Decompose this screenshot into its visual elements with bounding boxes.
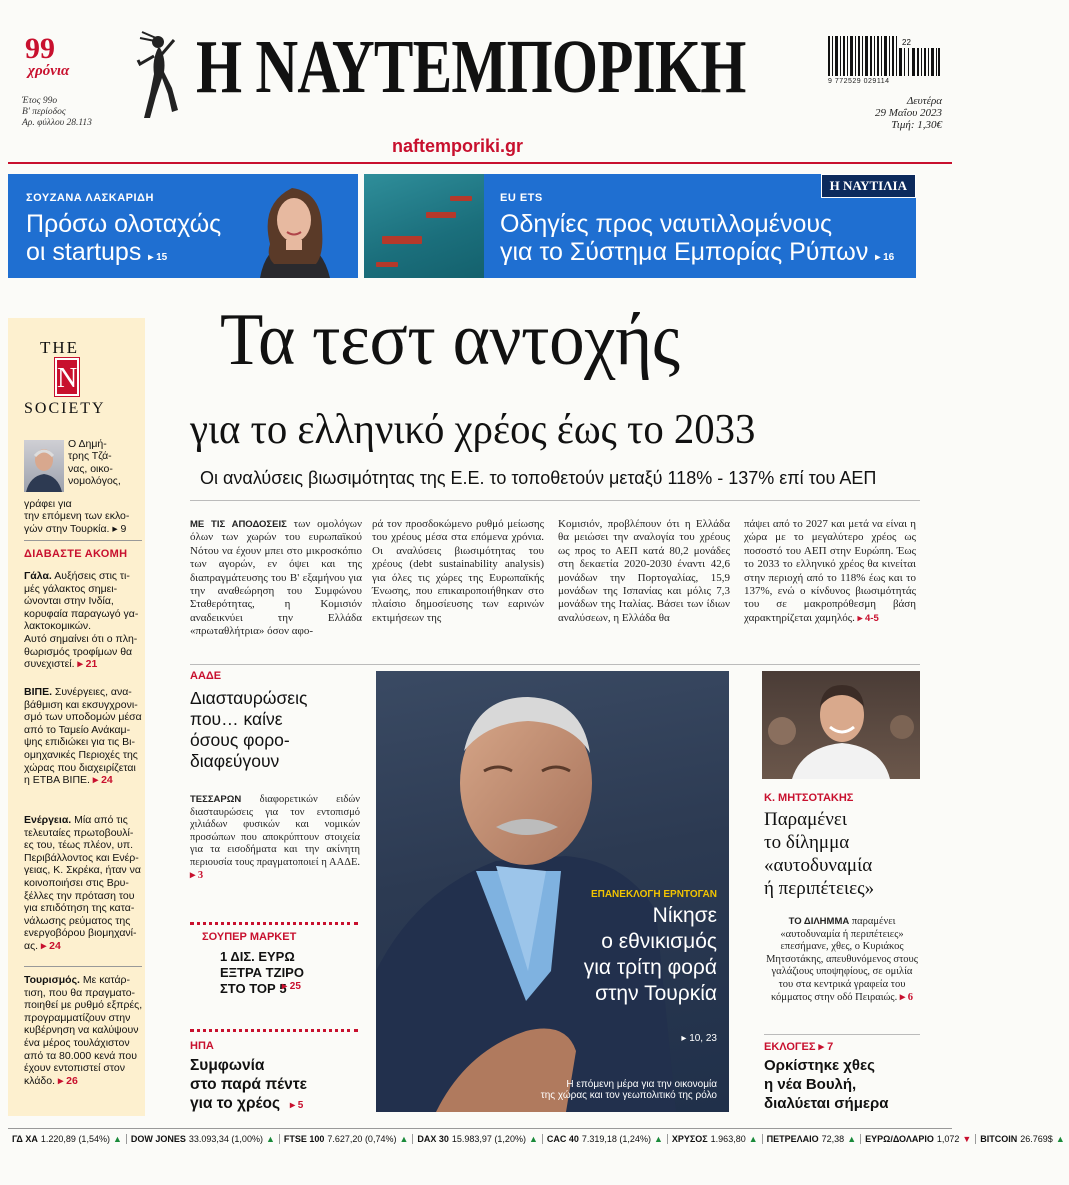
ship bbox=[450, 196, 472, 201]
masthead-title: Η ΝΑΥΤΕΜΠΟΡΙΚΗ bbox=[196, 25, 746, 109]
ticker-item bbox=[763, 1134, 861, 1144]
society-logo-society: SOCIETY bbox=[24, 400, 106, 417]
arrow-up-icon: ▲ bbox=[112, 1134, 122, 1144]
aade-kicker: ΑΑΔΕ bbox=[190, 670, 222, 682]
sidebar-item-milk[interactable]: Γάλα. Αυξήσεις στις τι- μές γάλακτος σημει- ώνονται στην Ινδία, κορυφαία παραγωγό γα- λακτοκομικών. Αυτό σημαίνει ότι ο πλη- θωρισμός τροφίμων θα συνεχιστεί. ▸ 21 bbox=[24, 570, 139, 671]
ticker-value: 15.983,97 (1,20%) bbox=[451, 1134, 526, 1144]
barcode-icon bbox=[828, 36, 940, 76]
usa-page-ref: ▸ 5 bbox=[290, 1100, 304, 1111]
arrow-up-icon: ▲ bbox=[653, 1134, 663, 1144]
lead-headline: Τα τεστ αντοχής bbox=[220, 299, 680, 381]
banner-title-line1: Πρόσω ολοταχώς bbox=[26, 210, 222, 238]
ticker-value: 1.963,80 bbox=[710, 1134, 746, 1144]
supermarket-kicker: ΣΟΥΠΕΡ ΜΑΡΚΕΤ bbox=[202, 931, 297, 943]
ticker-item bbox=[976, 1134, 1068, 1144]
arrow-up-icon: ▲ bbox=[847, 1134, 857, 1144]
years-badge bbox=[22, 34, 102, 78]
arrow-up-icon: ▲ bbox=[399, 1134, 409, 1144]
banner-title-line2: για το Σύστημα Εμπορίας Ρύπων ▸ 16 bbox=[500, 238, 895, 266]
banner-page-ref: ▸ 16 bbox=[875, 252, 895, 263]
elections-headline[interactable]: Ορκίστηκε χθες η νέα Βουλή, διαλύεται σήμερα bbox=[764, 1057, 889, 1112]
edition-period: Β' περίοδος bbox=[22, 107, 66, 117]
price: Τιμή: 1,30€ bbox=[891, 119, 942, 131]
erdogan-caption: Η επόμενη μέρα για την οικονομία της χώρας και τον γεωπολιτικό της ρόλο bbox=[540, 1079, 717, 1101]
date-info bbox=[875, 95, 942, 131]
row-divider bbox=[190, 664, 920, 665]
sidebar-divider bbox=[24, 540, 142, 541]
naftilia-section-logo: Η ΝΑΥΤΙΛΙΑ bbox=[821, 174, 916, 198]
banner-startups[interactable] bbox=[8, 174, 358, 278]
tzanas-teaser-b[interactable]: γράφει για την επόμενη των εκλο- γών στην Τουρκία. ▸ 9 bbox=[24, 498, 130, 535]
ticker-value: 7.319,18 (1,24%) bbox=[581, 1134, 651, 1144]
ship bbox=[382, 236, 422, 244]
day-of-week: Δευτέρα bbox=[906, 95, 942, 107]
deck-divider bbox=[190, 500, 920, 501]
ticker-item bbox=[280, 1134, 414, 1144]
banner-page-ref: ▸ 15 bbox=[148, 252, 168, 263]
sidebar-item-vipe[interactable]: ΒΙΠΕ. Συνέργειες, ανα- βάθμιση και εκσυγχρονι- σμό των υποδομών μέσα από το Ταμείο Ανάκαμ- ψης επιδιώκει για τις Βι- ομηχανικές Περιοχές της χώρας που διαχειρίζεται η ΕΤΒΑ ΒΙΠΕ. ▸ 24 bbox=[24, 686, 142, 787]
ticker-name: BITCOIN bbox=[980, 1134, 1018, 1144]
arrow-up-icon: ▲ bbox=[528, 1134, 538, 1144]
ticker-item bbox=[127, 1134, 280, 1144]
lead-column-4: πάψει από το 2027 και μετά να είναι η χώρα με το μεγαλύτερο χρέος ως ποσοστό του ΑΕΠ στην Ευρώπη. Έως το 2033 το ελληνικό χρέος θα κινείται στην περιοχή από το 118% έως και το 137%, ενώ ο κίνδυνος βιωσιμότητάς του σε μακροπρόθεσμη βάση χαρακτηρίζεται χαμηλός. ▸ 4-5 bbox=[744, 518, 916, 624]
ship bbox=[376, 262, 398, 267]
sidebar-item-energy[interactable]: Ενέργεια. Μία από τις τελευταίες πρωτοβουλί- ες του, τέως πλέον, υπ. Περιβάλλοντος και Ενέρ- γειας, Κ. Σκρέκα, ήταν να κοινοποιήσει στις Βρυ- ξέλλες την πρόταση του για επιδότηση της κατα- νάλωσης ρεύματος της ενεργοβόρου βιομηχανί- ας. ▸ 24 bbox=[24, 814, 141, 952]
supermarket-page-ref: ▸ 25 bbox=[282, 981, 301, 992]
tzanas-portrait bbox=[24, 440, 64, 492]
banner-kicker: ΣΟΥΖΑΝΑ ΛΑΣΚΑΡΙΔΗ bbox=[26, 192, 154, 204]
mitsotakis-headline[interactable]: Παραμένει το δίλημμα «αυτοδυναμία ή περιπέτειες» bbox=[764, 809, 875, 899]
lead-column-3: Κομισιόν, προβλέπουν ότι η Ελλάδα θα μειώσει την αναλογία του χρέους ως προς το ΑΕΠ κατά 80,2 μονάδες στη δεκαετία 2020-2030 έναντι 42,6 μονάδων την Πορτογαλίας, 15,9 μονάδων της Ισπανίας και μόλις 7,3 μονάδων της Ιταλίας. Βάσει των ίδιων αναλύσεων, η Ελλάδα θα bbox=[558, 518, 730, 624]
banner-title-line1: Οδηγίες προς ναυτιλλομένους bbox=[500, 210, 833, 238]
banner-kicker: EU ETS bbox=[500, 192, 543, 204]
supermarket-text: 1 ΔΙΣ. ΕΥΡΩ ΕΞΤΡΑ ΤΖΙΡΟ ΣΤΟ ΤΟΡ 5 bbox=[220, 949, 304, 996]
erdogan-photo[interactable] bbox=[376, 671, 729, 1112]
society-logo-n: N bbox=[55, 358, 79, 396]
edition-issue: Αρ. φύλλου 28.113 bbox=[22, 118, 92, 128]
laskaridi-portrait bbox=[230, 174, 358, 278]
sidebar-divider bbox=[24, 966, 142, 967]
arrow-up-icon: ▲ bbox=[748, 1134, 758, 1144]
banner-eu-ets[interactable] bbox=[364, 174, 916, 278]
edition-info bbox=[22, 96, 92, 129]
ships-photo bbox=[364, 174, 484, 278]
usa-headline[interactable]: Συμφωνία στο παρά πέντε για το χρέος bbox=[190, 1057, 308, 1112]
barcode-number: 9 772529 029114 bbox=[828, 78, 890, 85]
ticker-item bbox=[8, 1134, 127, 1144]
ticker-value: 1.220,89 (1,54%) bbox=[40, 1134, 110, 1144]
ticker-item bbox=[668, 1134, 763, 1144]
ticker-value: 33.093,34 (1,00%) bbox=[188, 1134, 263, 1144]
ticker-item bbox=[413, 1134, 543, 1144]
issue-date: 29 Μαΐου 2023 bbox=[874, 107, 942, 119]
usa-kicker: ΗΠΑ bbox=[190, 1040, 214, 1052]
arrow-up-icon: ▲ bbox=[265, 1134, 275, 1144]
ticker-name: ΧΡΥΣΟΣ bbox=[671, 1134, 708, 1144]
tzanas-teaser-a: Ο Δημή- τρης Τζά- νας, οικο- νομολόγος, bbox=[68, 438, 121, 487]
arrow-down-icon: ▼ bbox=[962, 1134, 972, 1144]
lead-deck: Οι αναλύσεις βιωσιμότητας της Ε.Ε. το τοποθετούν μεταξύ 118% - 137% επί του ΑΕΠ bbox=[200, 468, 877, 488]
aade-body: ΤΕΣΣΑΡΩΝ διαφορετικών ειδών διασταυρώσεις για τον εντοπισμό χιλιάδων φυσικών και νομικών προσώπων που αποκρύπτουν στοιχεία για τα εισοδήματα και την ακίνητη περιουσία τους πραγματοποιεί η ΑΑΔΕ. ▸ 3 bbox=[190, 794, 360, 881]
ticker-item bbox=[861, 1134, 976, 1144]
read-more-title: ΔΙΑΒΑΣΤΕ ΑΚΟΜΗ bbox=[24, 548, 128, 560]
mitsotakis-kicker: Κ. ΜΗΤΣΟΤΑΚΗΣ bbox=[764, 792, 854, 804]
ticker-divider bbox=[8, 1128, 952, 1129]
years-number: 99 bbox=[25, 32, 55, 65]
ticker-value: 7.627,20 (0,74%) bbox=[327, 1134, 397, 1144]
banner-title-line2: οι startups ▸ 15 bbox=[26, 238, 168, 266]
market-ticker bbox=[8, 1134, 1065, 1144]
barcode-issue: 22 bbox=[902, 38, 911, 47]
ticker-name: CAC 40 bbox=[546, 1134, 579, 1144]
masthead-divider bbox=[8, 162, 952, 164]
years-label: χρόνια bbox=[28, 63, 70, 79]
arrow-up-icon: ▲ bbox=[1055, 1134, 1065, 1144]
erdogan-headline: Νίκησε ο εθνικισμός για τρίτη φορά στην Τουρκία bbox=[583, 904, 717, 1005]
ship bbox=[426, 212, 456, 218]
lead-column-2: ρά τον προσδοκώμενο ρυθμό μείωσης του χρέους μέσα στα επόμενα χρόνια. Οι αναλύσεις βιωσιμότητας του χρέους (debt sustainability analysis) για όλες τις χώρες της Ευρωπαϊκής Ένωσης, που επικαιροποιήθηκαν στο πλαίσιο δημοσίευσης των εαρινών εκτιμήσεων της bbox=[372, 518, 544, 624]
ticker-name: FTSE 100 bbox=[283, 1134, 325, 1144]
ticker-name: ΓΔ ΧΑ bbox=[12, 1134, 38, 1144]
erdogan-kicker: ΕΠΑΝΕΚΛΟΓΗ ΕΡΝΤΟΓΑΝ bbox=[590, 889, 717, 900]
ticker-name: DOW JONES bbox=[130, 1134, 186, 1144]
ticker-name: ΠΕΤΡΕΛΑΙΟ bbox=[766, 1134, 819, 1144]
ticker-value: 72,38 bbox=[821, 1134, 845, 1144]
mitsotakis-portrait bbox=[762, 671, 920, 779]
mitsotakis-photo[interactable] bbox=[762, 671, 920, 779]
sidebar-item-tourism[interactable]: Τουρισμός. Με κατάρ- τιση, που θα πραγματο- ποιηθεί με ρυθμό εξπρές, προγραμματίζουν στην κυβέρνηση να καλύψουν ένα μέρος τουλάχιστον από τα 80.000 κενά που έχουν εντοπιστεί στον κλάδο. ▸ 26 bbox=[24, 974, 143, 1087]
elections-kicker-row: ΕΚΛΟΓΕΣ ▸ 7 bbox=[764, 1041, 834, 1053]
ticker-name: ΕΥΡΩ/ΔΟΛΑΡΙΟ bbox=[865, 1134, 934, 1144]
supermarket-box[interactable] bbox=[190, 922, 358, 1032]
ticker-value: 1,072 bbox=[936, 1134, 960, 1144]
ticker-item bbox=[543, 1134, 668, 1144]
aade-headline[interactable]: Διασταυρώσεις που… καίνε όσους φορο- διαφεύγουν bbox=[190, 688, 308, 771]
elections-divider bbox=[764, 1034, 920, 1035]
edition-year: Έτος 99ο bbox=[22, 96, 58, 106]
erdogan-page-ref: ▸ 10, 23 bbox=[681, 1033, 717, 1044]
ticker-value: 26.769$ bbox=[1020, 1134, 1053, 1144]
mitsotakis-body: ΤΟ ΔΙΛΗΜΜΑ παραμένει «αυτοδυναμία ή περιπέτειες» επεσήμανε, χθες, ο Κυριάκος Μητσοτάκης, απευθυνόμενος στους γαλάζιους υποψηφίους, σε ομιλία του στα κεντρικά γραφεία του κόμματος στην οδό Πειραιώς. ▸ 6 bbox=[766, 916, 918, 1003]
ticker-name: DAX 30 bbox=[417, 1134, 449, 1144]
lead-subhead: για το ελληνικό χρέος έως το 2033 bbox=[190, 407, 756, 453]
lead-column-1: ΜΕ ΤΙΣ ΑΠΟΔΟΣΕΙΣ των ομολόγων όλων των χωρών του ευρωπαϊκού Νότου να έχουν μπει στο μικροσκόπιο των αγορών, εν όψει και της διαπραγμάτευσης του Β' εξαμήνου για την αναθεώρηση του Συμφώνου Σταθερότητας, η Κομισιόν αναδεικνύει την Ελλάδα «πρωταθλήτρια» όσον αφο- bbox=[190, 518, 362, 638]
website-link[interactable]: naftemporiki.gr bbox=[392, 136, 524, 156]
society-logo-the: THE bbox=[40, 338, 80, 357]
hermes-logo-icon bbox=[128, 28, 186, 124]
lead-page-ref: ▸ 4-5 bbox=[857, 612, 879, 624]
